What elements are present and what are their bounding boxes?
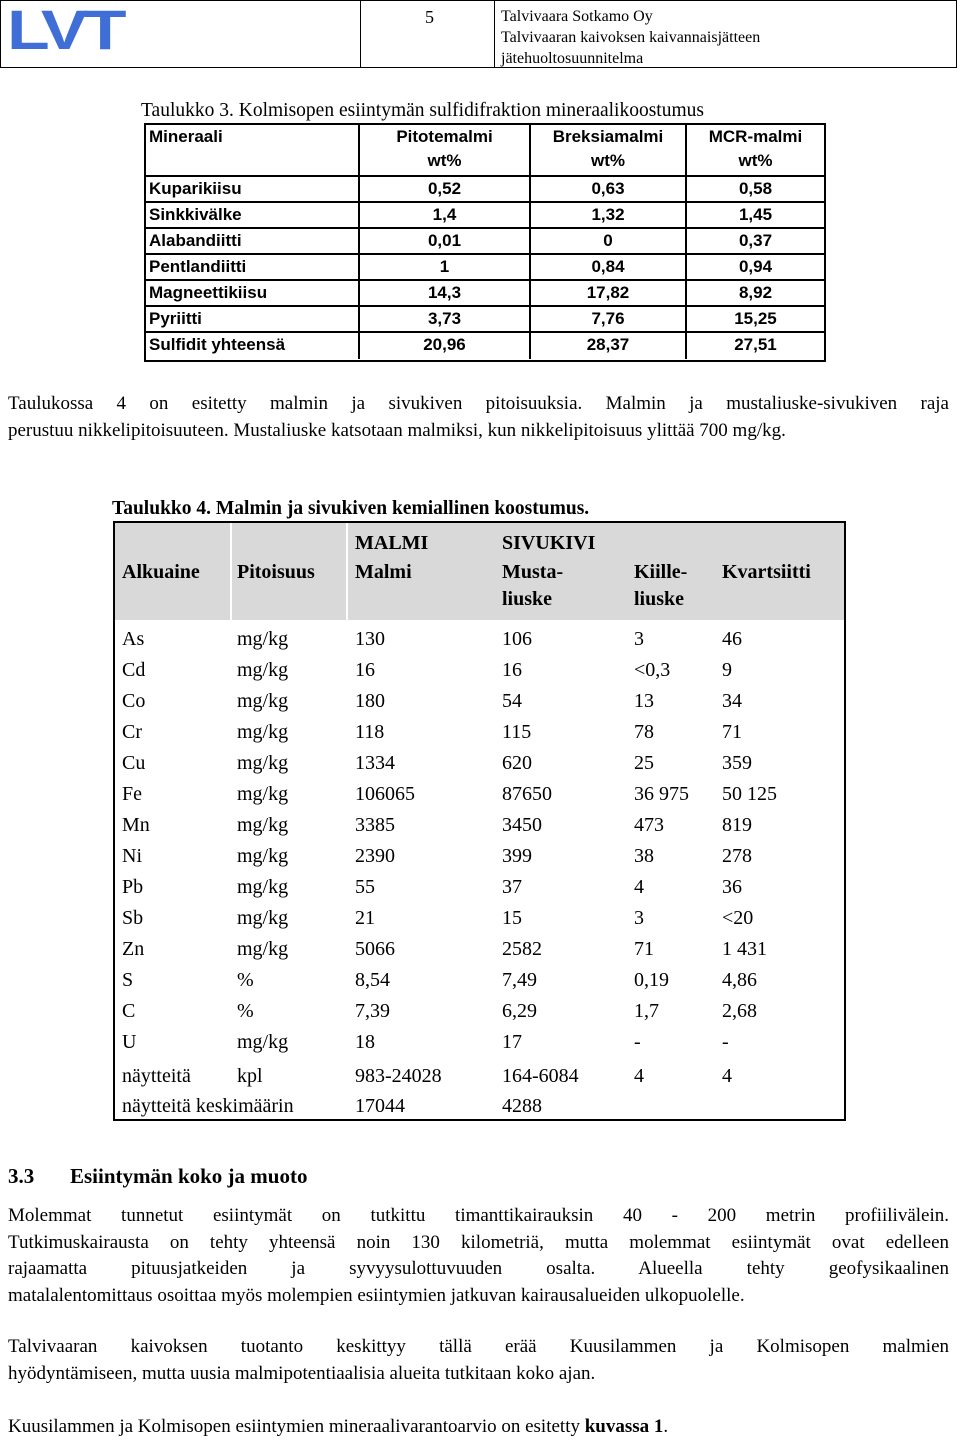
kvartsiitti-value: 71 — [722, 721, 742, 743]
kvartsiitti-value: <20 — [722, 907, 754, 929]
company-logo: LVT — [7, 0, 123, 61]
mineral-name: Sinkkivälke — [149, 205, 242, 224]
section-title: Esiintymän koko ja muoto — [70, 1164, 308, 1188]
page-number-cell — [361, 1, 495, 67]
company-name: Talvivaara Sotkamo Oy — [501, 8, 653, 25]
table3-row — [146, 227, 824, 255]
malmi-value: 21 — [355, 907, 375, 929]
mineral-value: 20,96 — [358, 333, 529, 359]
header-mustaliuske-2: liuske — [502, 588, 553, 610]
mineral-value: 7,76 — [529, 307, 685, 333]
element: Zn — [122, 938, 145, 960]
malmi-value: 1334 — [355, 752, 395, 774]
paragraph-line: Taulukossa 4 on esitetty malmin ja sivukiven pitoisuuksia. Malmin ja mustaliuske-sivukiven raja — [8, 393, 949, 414]
element: Co — [122, 690, 146, 712]
mustaliuske-value: 37 — [502, 876, 522, 898]
malmi-value: 7,39 — [355, 1000, 390, 1022]
kiilleliuske-value: 0,19 — [634, 969, 669, 991]
unit: mg/kg — [237, 628, 289, 650]
unit: mg/kg — [237, 721, 289, 743]
element: Sb — [122, 907, 144, 929]
mineral-value: 1,32 — [529, 203, 685, 229]
malmi-value: 3385 — [355, 814, 395, 836]
unit: mg/kg — [237, 814, 289, 836]
table3-row — [146, 279, 824, 307]
table3-header-cell: Breksiamalmi wt% — [529, 125, 685, 175]
element: Mn — [122, 814, 150, 836]
unit: % — [237, 1000, 254, 1022]
header-alkuaine: Alkuaine — [122, 561, 200, 583]
header-kiilleliuske-2: liuske — [634, 588, 685, 610]
table-row-average — [115, 1091, 844, 1122]
table3-caption: Taulukko 3. Kolmisopen esiintymän sulfidifraktion mineraalikoostumus — [141, 100, 704, 121]
element: Fe — [122, 783, 142, 805]
mineral-value: 1,4 — [358, 203, 529, 229]
section-heading — [8, 1163, 307, 1189]
kvartsiitti-value: 36 — [722, 876, 742, 898]
kvartsiitti-value: 1 431 — [722, 938, 767, 960]
document-title-line2: jätehuoltosuunnitelma — [501, 50, 644, 67]
figure-reference: kuvassa 1 — [584, 1416, 664, 1437]
table3-header-cell: Pitotemalmi wt% — [358, 125, 529, 175]
malmi-value: 2390 — [355, 845, 395, 867]
kvartsiitti-value: 9 — [722, 659, 732, 681]
paragraph-line: Talvivaaran kaivoksen tuotanto keskittyy tällä erää Kuusilammen ja Kolmisopen malmien — [8, 1336, 949, 1357]
kvartsiitti-value: 4 — [722, 1065, 732, 1087]
table-row — [115, 996, 844, 1027]
mustaliuske-value: 87650 — [502, 783, 552, 805]
document-title-line1: Talvivaaran kaivoksen kaivannaisjätteen — [501, 29, 761, 46]
mustaliuske-value: 3450 — [502, 814, 542, 836]
mustaliuske-value: 54 — [502, 690, 522, 712]
table-row — [115, 965, 844, 996]
unit: mg/kg — [237, 1031, 289, 1053]
table3-header-row — [146, 125, 824, 175]
table-row — [115, 934, 844, 965]
table4-caption: Taulukko 4. Malmin ja sivukiven kemiallinen koostumus. — [112, 498, 590, 519]
unit: % — [237, 969, 254, 991]
mustaliuske-value: 164-6084 — [502, 1065, 579, 1087]
element: näytteitä — [122, 1065, 191, 1087]
kiilleliuske-value: 13 — [634, 690, 654, 712]
table3 — [144, 123, 826, 362]
malmi-value: 8,54 — [355, 969, 390, 991]
mineral-value: 0,01 — [358, 229, 529, 255]
malmi-value: 16 — [355, 659, 375, 681]
kiilleliuske-value: <0,3 — [634, 659, 671, 681]
mustaliuske-value: 15 — [502, 907, 522, 929]
mineral-value: 0,94 — [685, 255, 824, 281]
table3-header-cell: MCR-malmi wt% — [685, 125, 824, 175]
kiilleliuske-value: 3 — [634, 907, 644, 929]
malmi-value: 55 — [355, 876, 375, 898]
element: Ni — [122, 845, 142, 867]
unit: mg/kg — [237, 752, 289, 774]
mineral-value: 27,51 — [685, 333, 824, 359]
mustaliuske-value: 16 — [502, 659, 522, 681]
table-row — [115, 903, 844, 934]
paragraph-table4-intro — [8, 391, 949, 444]
kiilleliuske-value: 25 — [634, 752, 654, 774]
table4 — [113, 521, 846, 1121]
mineral-value: 28,37 — [529, 333, 685, 359]
table3-row — [146, 253, 824, 281]
mineral-name: Sulfidit yhteensä — [149, 335, 286, 354]
group-header-malmi: MALMI — [355, 532, 429, 554]
malmi-value: 180 — [355, 690, 385, 712]
mineral-value: 0,63 — [529, 177, 685, 203]
table3-row — [146, 201, 824, 229]
malmi-value: 130 — [355, 628, 385, 650]
unit: mg/kg — [237, 907, 289, 929]
unit: mg/kg — [237, 938, 289, 960]
kiilleliuske-value: 473 — [634, 814, 664, 836]
table3-row — [146, 331, 824, 359]
mineral-name: Alabandiitti — [149, 231, 242, 250]
element: Cr — [122, 721, 142, 743]
table-row — [115, 655, 844, 686]
mineral-name: Pentlandiitti — [149, 257, 247, 276]
table-row — [115, 1027, 844, 1058]
kiilleliuske-value: 71 — [634, 938, 654, 960]
section-number: 3.3 — [8, 1164, 35, 1188]
kiilleliuske-value: 3 — [634, 628, 644, 650]
mineral-value: 15,25 — [685, 307, 824, 333]
paragraph-size-shape — [8, 1203, 949, 1309]
kiilleliuske-value: 4 — [634, 1065, 644, 1087]
mineral-value: 0,37 — [685, 229, 824, 255]
mustaliuske-value: 6,29 — [502, 1000, 537, 1022]
malmi-value: 18 — [355, 1031, 375, 1053]
kvartsiitti-value: 359 — [722, 752, 752, 774]
kiilleliuske-value: - — [634, 1031, 641, 1053]
kvartsiitti-value: 278 — [722, 845, 752, 867]
malmi-value: 5066 — [355, 938, 395, 960]
mustaliuske-value: 115 — [502, 721, 532, 743]
paragraph-line: rajaamatta pituusjatkeiden ja syvyysulottuvuuden osalta. Alueella tehty geofysikaalinen — [8, 1258, 949, 1279]
average-mustaliuske: 4288 — [502, 1095, 542, 1117]
table-row — [115, 748, 844, 779]
mineral-value: 0,58 — [685, 177, 824, 203]
mineral-value: 14,3 — [358, 281, 529, 307]
mineral-value: 8,92 — [685, 281, 824, 307]
kiilleliuske-value: 1,7 — [634, 1000, 659, 1022]
unit: mg/kg — [237, 783, 289, 805]
paragraph-line: Tutkimuskairausta on tehty yhteensä noin 130 kilometriä, mutta molemmat esiintymät ovat edelleen — [8, 1231, 949, 1253]
unit: mg/kg — [237, 690, 289, 712]
element: As — [122, 628, 145, 650]
mineral-name: Kuparikiisu — [149, 179, 242, 198]
header-pitoisuus: Pitoisuus — [237, 561, 315, 583]
header-kvartsiitti: Kvartsiitti — [722, 561, 811, 583]
header-malmi: Malmi — [355, 561, 412, 583]
document-title-cell — [495, 1, 956, 67]
unit: mg/kg — [237, 876, 289, 898]
mustaliuske-value: 7,49 — [502, 969, 537, 991]
mineral-value: 17,82 — [529, 281, 685, 307]
unit: mg/kg — [237, 845, 289, 867]
mineral-value: 0 — [529, 229, 685, 255]
paragraph-line: Molemmat tunnetut esiintymät on tutkittu timanttikairauksin 40 - 200 metrin profiilivälein. — [8, 1205, 949, 1226]
malmi-value: 118 — [355, 721, 385, 743]
table-row — [115, 686, 844, 717]
element: Pb — [122, 876, 144, 898]
page-header — [0, 0, 957, 68]
table-row — [115, 841, 844, 872]
header-kiilleliuske-1: Kiille- — [634, 561, 688, 583]
table-row — [115, 624, 844, 655]
kiilleliuske-value: 38 — [634, 845, 654, 867]
mineral-value: 0,84 — [529, 255, 685, 281]
average-malmi: 17044 — [355, 1095, 405, 1117]
element: U — [122, 1031, 137, 1053]
table3-header-cell: Mineraali — [149, 127, 223, 146]
element: S — [122, 969, 134, 991]
table-row — [115, 779, 844, 810]
table-row — [115, 1061, 844, 1092]
header-mustaliuske-1: Musta- — [502, 561, 564, 583]
paragraph-reserve-estimate: Kuusilammen ja Kolmisopen esiintymien mineraalivarantoarvio on esitetty kuvassa 1. — [8, 1416, 669, 1437]
unit: mg/kg — [237, 659, 289, 681]
mineral-name: Magneettikiisu — [149, 283, 268, 302]
malmi-value: 983-24028 — [355, 1065, 442, 1087]
mustaliuske-value: 620 — [502, 752, 532, 774]
element: Cu — [122, 752, 146, 774]
table4-header — [115, 523, 844, 620]
kiilleliuske-value: 78 — [634, 721, 654, 743]
table3-row — [146, 175, 824, 203]
unit: kpl — [237, 1065, 263, 1087]
kvartsiitti-value: 46 — [722, 628, 742, 650]
paragraph-text: Kuusilammen ja Kolmisopen esiintymien mineraalivarantoarvio on esitetty — [8, 1416, 585, 1437]
table-row — [115, 872, 844, 903]
malmi-value: 106065 — [355, 783, 415, 805]
mustaliuske-value: 17 — [502, 1031, 522, 1053]
paragraph-production — [8, 1334, 949, 1387]
paragraph-line: hyödyntämiseen, mutta uusia malmipotentiaalisia alueita tutkitaan koko ajan. — [8, 1362, 596, 1384]
kvartsiitti-value: 50 125 — [722, 783, 777, 805]
kvartsiitti-value: 4,86 — [722, 969, 757, 991]
average-label: näytteitä keskimäärin — [122, 1095, 294, 1117]
kvartsiitti-value: 819 — [722, 814, 752, 836]
logo-cell — [1, 1, 361, 67]
page-number: 5 — [425, 7, 434, 27]
table-row — [115, 717, 844, 748]
kvartsiitti-value: 2,68 — [722, 1000, 757, 1022]
table3-row — [146, 305, 824, 333]
kiilleliuske-value: 36 975 — [634, 783, 689, 805]
mineral-name: Pyriitti — [149, 309, 202, 328]
paragraph-line: matalalentomittaus osoittaa myös molempien esiintymien jatkuvan kairausalueiden ulkopuolelle. — [8, 1284, 745, 1306]
table-row — [115, 810, 844, 841]
mineral-value: 0,52 — [358, 177, 529, 203]
mineral-value: 3,73 — [358, 307, 529, 333]
kvartsiitti-value: 34 — [722, 690, 742, 712]
group-header-sivukivi: SIVUKIVI — [502, 532, 596, 554]
paragraph-line: perustuu nikkelipitoisuuteen. Mustaliuske katsotaan malmiksi, kun nikkelipitoisuus ylittää 700 mg/kg. — [8, 419, 786, 441]
mustaliuske-value: 106 — [502, 628, 532, 650]
mustaliuske-value: 2582 — [502, 938, 542, 960]
mineral-value: 1,45 — [685, 203, 824, 229]
mustaliuske-value: 399 — [502, 845, 532, 867]
kvartsiitti-value: - — [722, 1031, 729, 1053]
kiilleliuske-value: 4 — [634, 876, 644, 898]
mineral-value: 1 — [358, 255, 529, 281]
element: C — [122, 1000, 136, 1022]
element: Cd — [122, 659, 146, 681]
